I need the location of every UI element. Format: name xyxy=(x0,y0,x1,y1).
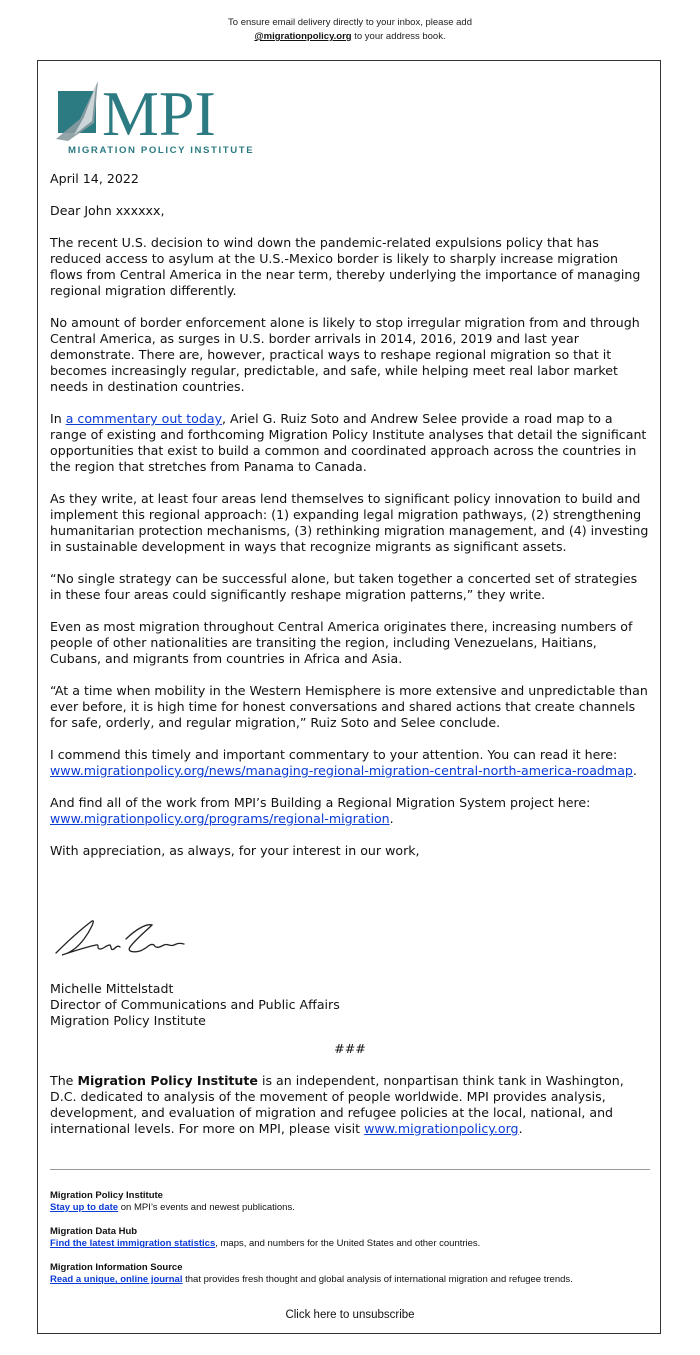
preheader-line1: To ensure email delivery directly to your inbox, please add xyxy=(228,17,472,28)
email-frame xyxy=(37,60,661,1334)
about-org: Migration Policy Institute xyxy=(77,1073,258,1088)
paragraph-7: “At a time when mobility in the Western Hemisphere is more extensive and unpredictable than ever before, it is high time for honest conversations and shared actions that create channels for safe, orderly, and regular migration,” Ruiz Soto and Selee conclude. xyxy=(50,683,648,730)
footer-block xyxy=(50,1262,650,1286)
paragraph-1: The recent U.S. decision to wind down the pandemic-related expulsions policy that has reduced access to asylum at the U.S.-Mexico border is likely to sharply increase migration flows from Central America in the near term, thereby underlying the importance of managing regional migration differently. xyxy=(50,235,641,298)
paragraph-3 xyxy=(50,411,650,475)
footer-text: , maps, and numbers for the United States and other countries. xyxy=(215,1238,481,1249)
mpi-logo[interactable] xyxy=(54,79,294,157)
commentary-link[interactable]: a commentary out today xyxy=(65,411,223,426)
paragraph-2: No amount of border enforcement alone is likely to stop irregular migration from and through Central America, as surges in U.S. border arrivals in 2014, 2016, 2019 and last year demonstrate. There are, however, practical ways to reshape regional migration so that it becomes increasingly regular, predictable, and safe, while helping meet real labor market needs in destination countries. xyxy=(50,315,640,394)
signer-name: Michelle Mittelstadt xyxy=(50,981,174,996)
p8-end: . xyxy=(632,763,637,778)
p8-text: I commend this timely and important commentary to your attention. You can read it here: xyxy=(50,747,618,762)
preheader-line2-rest: to your address book. xyxy=(351,31,446,42)
logo-text: MPI xyxy=(102,79,216,149)
email-date: April 14, 2022 xyxy=(50,171,139,186)
about-end: . xyxy=(518,1121,523,1136)
closing-line: With appreciation, as always, for your interest in our work, xyxy=(50,843,420,858)
p9-text: And find all of the work from MPI’s Building a Regional Migration System project here: xyxy=(50,795,591,810)
p9-end: . xyxy=(389,811,394,826)
p3-before: In xyxy=(50,411,66,426)
footer-text: on MPI’s events and newest publications. xyxy=(118,1202,295,1213)
footer-heading: Migration Information Source xyxy=(50,1262,183,1273)
paragraph-4: As they write, at least four areas lend themselves to significant policy innovation to build and implement this regional approach: (1) expanding legal migration pathways, (2) strengthening humanitarian protection mechanisms, (3) rethinking migration management, and (4) investing in sustainable development in ways that recognize migrants as significant assets. xyxy=(50,491,649,554)
preheader-line2 xyxy=(0,30,700,44)
divider xyxy=(50,1169,650,1170)
footer-block xyxy=(50,1226,650,1250)
separator: ### xyxy=(334,1041,366,1056)
logo-subtitle: MIGRATION POLICY INSTITUTE xyxy=(68,145,255,156)
roadmap-link[interactable]: www.migrationpolicy.org/news/managing-regional-migration-central-north-america-roadmap xyxy=(50,763,633,778)
paragraph-5: “No single strategy can be successful alone, but taken together a concerted set of strategies in these four areas could significantly reshape migration patterns,” they write. xyxy=(50,571,638,602)
footer xyxy=(50,1190,650,1298)
mpi-website-link[interactable]: www.migrationpolicy.org xyxy=(364,1121,519,1136)
preheader xyxy=(0,16,700,44)
signature-image xyxy=(50,909,190,969)
signer-org: Migration Policy Institute xyxy=(50,1013,206,1028)
footer-text: that provides fresh thought and global analysis of international migration and refugee trends. xyxy=(182,1274,573,1285)
footer-link[interactable]: Read a unique, online journal xyxy=(50,1274,183,1285)
footer-heading: Migration Policy Institute xyxy=(50,1190,163,1201)
about-after: is an independent, nonpartisan think tank in Washington, D.C. dedicated to analysis of the movement of people worldwide. MPI provides analysis, development, and evaluation of migration and refugee policies at the local, national, and international levels. For more on MPI, please visit xyxy=(50,1073,624,1136)
p3-after: , Ariel G. Ruiz Soto and Andrew Selee provide a road map to a range of existing and forthcoming Migration Policy Institute analyses that detail the significant opportunities that exist to build a common and coordinated approach across the countries in the region that stretches from Panama to Canada. xyxy=(50,411,647,474)
email-greeting: Dear John xxxxxx, xyxy=(50,203,165,218)
about-before: The xyxy=(50,1073,78,1088)
email-body xyxy=(50,171,650,875)
paragraph-9 xyxy=(50,795,650,827)
unsubscribe-link[interactable]: Click here to unsubscribe xyxy=(285,1309,415,1321)
paragraph-6: Even as most migration throughout Central America originates there, increasing numbers of people of other nationalities are transiting the region, including Venezuelans, Haitians, Cubans, and migrants from countries in Africa and Asia. xyxy=(50,619,633,666)
signer-title: Director of Communications and Public Affairs xyxy=(50,997,340,1012)
footer-heading: Migration Data Hub xyxy=(50,1226,138,1237)
footer-link[interactable]: Stay up to date xyxy=(50,1202,119,1213)
footer-block xyxy=(50,1190,650,1214)
signer-block xyxy=(50,981,650,1029)
about-mpi xyxy=(50,1073,650,1137)
paragraph-8 xyxy=(50,747,650,779)
regional-migration-link[interactable]: www.migrationpolicy.org/programs/regional-migration xyxy=(50,811,390,826)
footer-link[interactable]: Find the latest immigration statistics xyxy=(50,1238,216,1249)
address-link[interactable]: @migrationpolicy.org xyxy=(254,31,352,42)
